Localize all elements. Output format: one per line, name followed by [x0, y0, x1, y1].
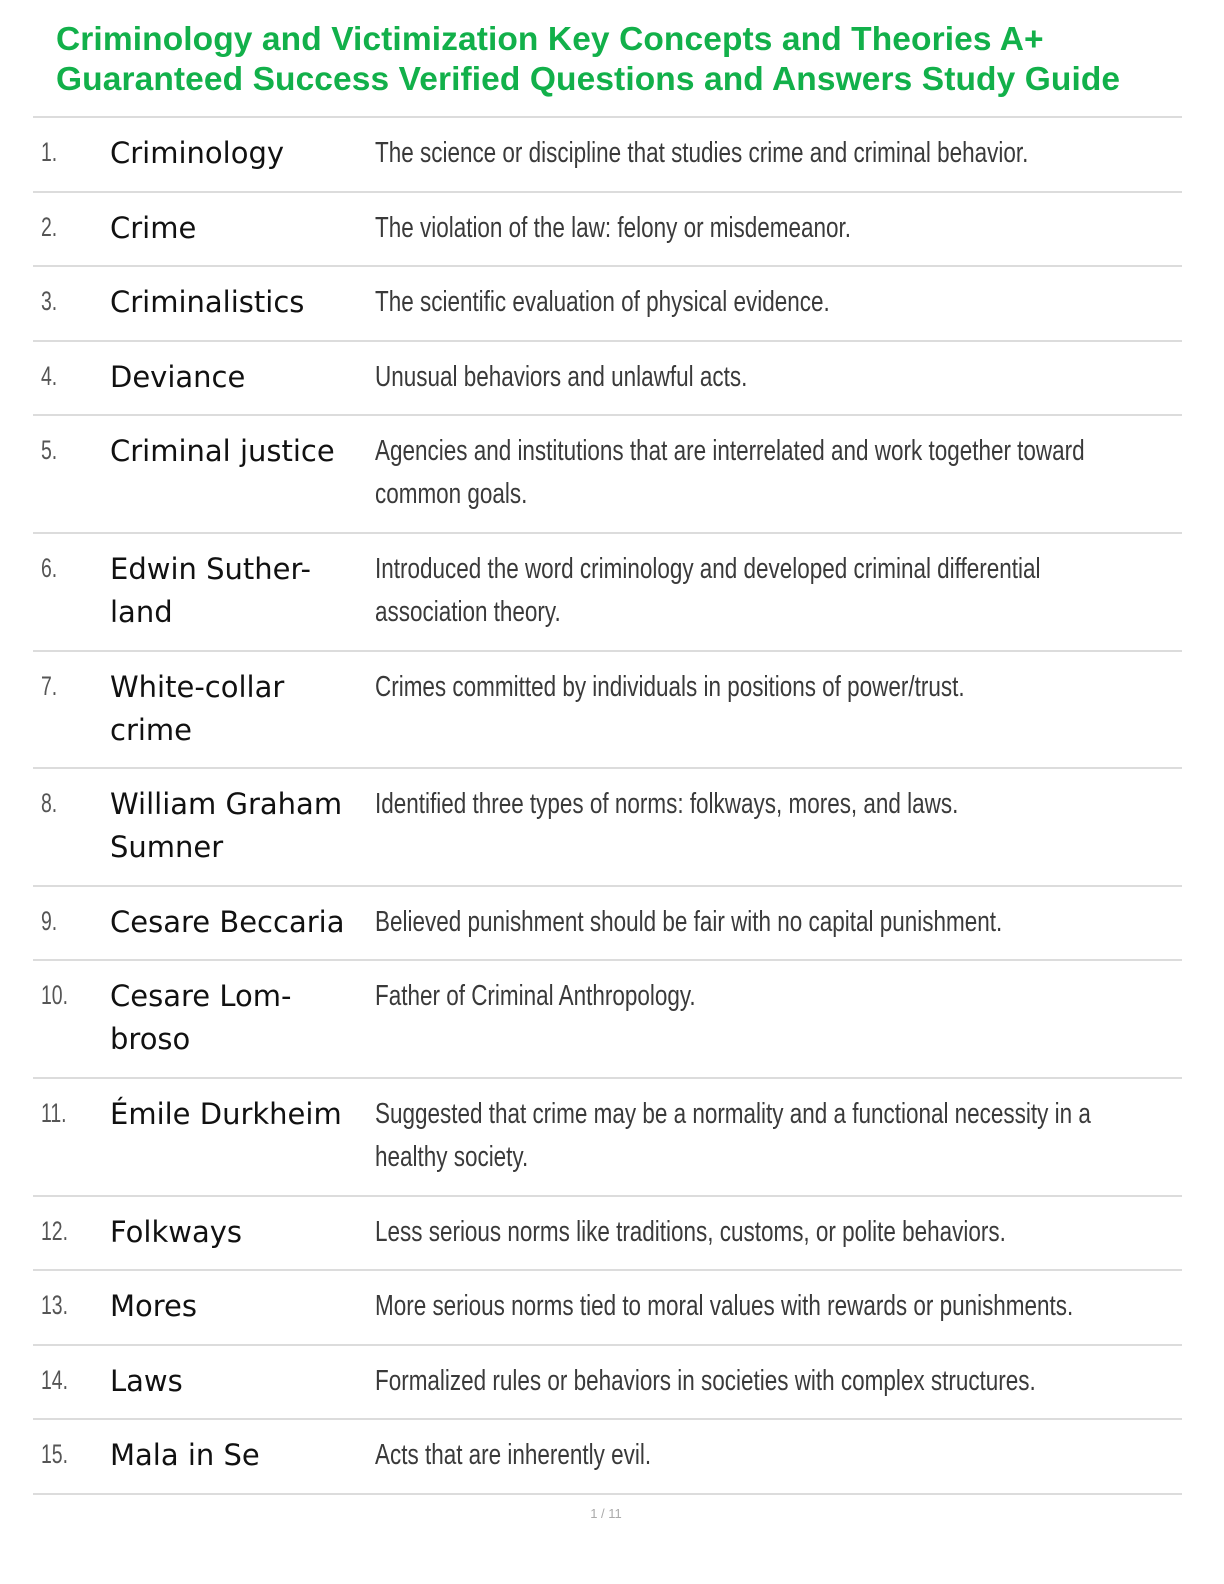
card-definition: The violation of the law: felony or misdemeanor. [375, 211, 851, 244]
document-title: Criminology and Victimization Key Concepts and Theories A+ Guaranteed Success Verified Questions and Answers Study Guide [56, 21, 1121, 98]
card-number: 5. [41, 435, 58, 466]
flashcard-list [33, 116, 1182, 1495]
card-definition: More serious norms tied to moral values with rewards or punishments. [375, 1290, 1074, 1323]
card-definition: The science or discipline that studies crime and criminal behavior. [375, 137, 1029, 169]
flashcard-row [33, 887, 1182, 962]
flashcard-row [33, 193, 1182, 268]
page-indicator: 1 / 11 [590, 1506, 622, 1521]
flashcard-row [33, 1346, 1182, 1421]
card-term: White-collar crime [110, 669, 285, 747]
flashcard-row [33, 267, 1182, 342]
card-definition: Father of Criminal Anthropology. [375, 980, 696, 1013]
card-number: 4. [41, 360, 58, 391]
flashcard-row [33, 534, 1182, 652]
card-definition: Believed punishment should be fair with no capital punishment. [375, 905, 1003, 938]
card-number: 6. [41, 552, 58, 583]
flashcard-row [33, 1271, 1182, 1346]
card-definition: Formalized rules or behaviors in societies with complex structures. [375, 1364, 1036, 1397]
card-definition: The scientific evaluation of physical evidence. [375, 286, 830, 319]
card-term: Laws [110, 1363, 183, 1398]
flashcard-row [33, 1420, 1182, 1495]
card-definition: Crimes committed by individuals in positions of power/trust. [375, 670, 965, 703]
card-definition: Suggested that crime may be a normality and a functional necessity in a healthy society. [375, 1097, 1091, 1173]
flashcard-row [33, 416, 1182, 534]
card-definition: Less serious norms like traditions, customs, or polite behaviors. [375, 1215, 1006, 1248]
card-term: Criminology [110, 136, 285, 170]
card-definition: Introduced the word criminology and developed criminal differential association theory. [375, 552, 1041, 628]
card-number: 14. [41, 1364, 69, 1395]
card-number: 11. [41, 1097, 67, 1128]
flashcard-row [33, 118, 1182, 193]
card-term: Émile Durkheim [110, 1096, 342, 1131]
card-term: Cesare Lom- broso [110, 979, 292, 1057]
card-term: Crime [110, 210, 197, 245]
card-definition: Unusual behaviors and unlawful acts. [375, 360, 748, 393]
flashcard-row [33, 652, 1182, 770]
card-definition: Agencies and institutions that are interrelated and work together toward common goals. [375, 435, 1085, 511]
card-term: Mala in Se [110, 1438, 260, 1473]
card-term: Mores [110, 1289, 197, 1324]
card-term: William Graham Sumner [110, 787, 343, 865]
flashcard-row [33, 342, 1182, 417]
card-number: 2. [41, 211, 58, 242]
flashcard-row [33, 961, 1182, 1079]
card-number: 8. [41, 788, 58, 819]
card-term: Criminalistics [110, 285, 305, 320]
card-number: 12. [41, 1215, 69, 1246]
card-definition: Identified three types of norms: folkways, mores, and laws. [375, 788, 959, 821]
card-number: 13. [41, 1290, 69, 1321]
card-number: 9. [41, 905, 58, 936]
card-definition: Acts that are inherently evil. [375, 1439, 652, 1472]
card-number: 7. [41, 670, 58, 701]
card-term: Edwin Suther- land [110, 551, 312, 629]
flashcard-row [33, 1079, 1182, 1197]
card-term: Cesare Beccaria [110, 904, 345, 939]
card-number: 10. [41, 980, 69, 1011]
card-term: Deviance [110, 359, 246, 394]
card-term: Criminal justice [110, 434, 335, 469]
card-number: 15. [41, 1439, 69, 1470]
card-number: 3. [41, 286, 58, 317]
card-term: Folkways [110, 1214, 243, 1249]
card-number: 1. [41, 137, 58, 167]
flashcard-row [33, 1197, 1182, 1272]
flashcard-row [33, 769, 1182, 887]
